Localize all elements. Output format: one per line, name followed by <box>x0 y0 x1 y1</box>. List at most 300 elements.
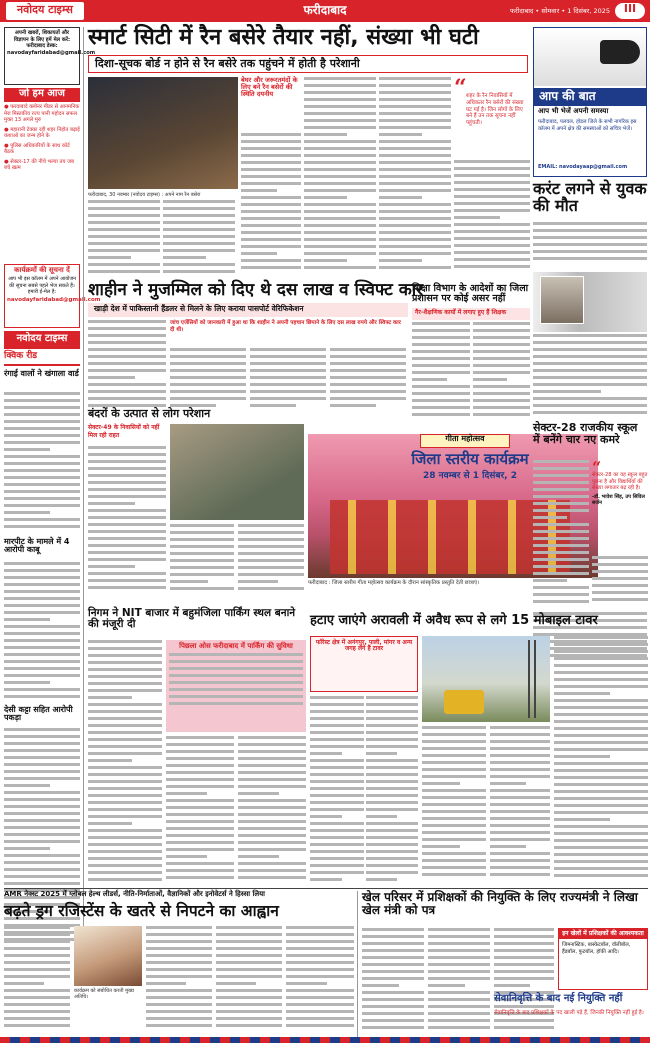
text-line <box>304 154 376 157</box>
text-line <box>362 984 399 987</box>
text-line <box>166 820 234 823</box>
text-line <box>88 710 162 713</box>
text-line <box>88 397 166 400</box>
text-line <box>170 531 234 534</box>
text-line <box>4 819 80 822</box>
text-line <box>88 864 162 867</box>
text-line <box>362 963 424 966</box>
text-line <box>454 167 530 170</box>
text-line <box>366 710 418 713</box>
lead-subhead-box <box>241 77 301 131</box>
text-line <box>4 840 80 843</box>
sports-body-2 <box>428 928 490 1036</box>
text-line <box>166 799 234 802</box>
text-line <box>241 245 301 248</box>
aap-ki-baat-email[interactable]: EMAIL: navodayaap@gmail.com <box>538 164 628 170</box>
text-line <box>422 824 486 827</box>
text-line <box>88 565 135 568</box>
text-line <box>422 782 460 785</box>
text-line <box>241 147 301 150</box>
nigam-inset-body <box>169 653 303 713</box>
text-line <box>166 876 234 879</box>
text-line <box>554 853 648 856</box>
text-line <box>163 249 235 252</box>
text-line <box>166 771 234 774</box>
list-item: ● फरवाबादे क्लोनर मीडर से आनमनिक मेरा मिस्तकीय रज्य पानी महोदन सफल मुक्त 13 अगले मुरु <box>4 104 80 123</box>
nigam-body-3 <box>238 736 306 886</box>
text-line <box>304 210 376 213</box>
text-line <box>412 385 470 388</box>
text-line <box>554 783 648 786</box>
text-line <box>88 794 162 797</box>
text-line <box>422 768 486 771</box>
text-line <box>238 799 306 802</box>
text-line <box>310 766 364 769</box>
text-line <box>490 754 550 757</box>
text-line <box>454 244 530 247</box>
text-line <box>4 597 80 600</box>
school-headline: सेक्टर-28 राजकीय स्कूल में बनेंगे चार नए कमरे <box>533 421 638 446</box>
text-line <box>379 126 451 129</box>
text-line <box>88 362 166 365</box>
school-quote-box <box>592 460 648 552</box>
text-line <box>286 933 354 936</box>
text-line <box>170 559 234 562</box>
text-line <box>88 551 166 554</box>
text-line <box>494 935 554 938</box>
text-line <box>366 703 418 706</box>
text-line <box>4 763 80 766</box>
text-line <box>554 825 648 828</box>
text-line <box>163 263 235 266</box>
text-line <box>4 933 70 936</box>
text-line <box>170 545 234 548</box>
text-line <box>533 488 589 491</box>
text-line <box>304 252 376 255</box>
text-line <box>88 572 166 575</box>
text-line <box>4 413 80 416</box>
text-line <box>238 834 306 837</box>
text-line <box>286 940 354 943</box>
text-line <box>366 808 418 811</box>
text-line <box>4 632 80 635</box>
quote-mark-icon: “ <box>592 458 602 477</box>
text-line <box>250 362 326 365</box>
text-line <box>412 357 470 360</box>
tower-icon <box>528 640 536 718</box>
text-line <box>146 968 212 971</box>
text-line <box>286 926 354 929</box>
text-line <box>554 671 648 674</box>
text-line <box>170 376 246 379</box>
text-line <box>304 189 376 192</box>
text-line <box>362 1026 424 1029</box>
text-line <box>88 221 160 224</box>
text-line <box>4 742 80 745</box>
text-line <box>4 611 80 614</box>
text-line <box>169 660 303 663</box>
nigam-body-1 <box>88 640 162 886</box>
text-line <box>166 855 207 858</box>
text-line <box>216 933 282 936</box>
text-line <box>4 504 80 507</box>
text-line <box>286 1024 354 1027</box>
text-line <box>88 724 162 727</box>
text-line <box>554 867 648 870</box>
text-line <box>412 378 447 381</box>
education-body-2 <box>473 322 530 424</box>
text-line <box>310 850 364 853</box>
text-line <box>454 160 530 163</box>
text-line <box>4 854 80 857</box>
text-line <box>170 566 234 569</box>
list-item: ● पुलिस अधिकारियों के साथ कोर्ट बैठक <box>4 142 70 155</box>
text-line <box>166 862 234 865</box>
text-line <box>238 778 306 781</box>
text-line <box>4 674 80 677</box>
text-line <box>238 876 306 879</box>
text-line <box>238 841 306 844</box>
text-line <box>310 836 364 839</box>
text-line <box>238 580 278 583</box>
text-line <box>533 341 647 344</box>
text-line <box>422 789 486 792</box>
text-line <box>454 258 530 261</box>
text-line <box>428 1005 490 1008</box>
monkeys-sub <box>88 424 166 439</box>
text-line <box>533 537 589 540</box>
text-line <box>4 525 80 528</box>
text-line <box>454 202 530 205</box>
text-line <box>379 168 451 171</box>
text-line <box>170 355 246 358</box>
text-line <box>366 724 418 727</box>
text-line <box>170 587 234 590</box>
aap-ki-baat-subtitle: आप भी भेजें अपनी समस्या <box>538 107 609 115</box>
gita-label-box <box>420 434 510 448</box>
text-line <box>554 748 648 751</box>
text-line <box>422 873 486 876</box>
text-line <box>554 769 648 772</box>
text-line <box>216 982 256 985</box>
shaheen-deck-box <box>88 303 408 317</box>
lead-body-1 <box>88 200 160 278</box>
nigam-inset-box <box>166 640 306 732</box>
text-line <box>379 203 451 206</box>
text-line <box>4 406 80 409</box>
text-line <box>304 217 376 220</box>
text-line <box>379 217 451 220</box>
text-line <box>422 754 486 757</box>
text-line <box>330 397 406 400</box>
text-line <box>166 778 234 781</box>
text-line <box>170 397 246 400</box>
text-line <box>490 817 550 820</box>
text-line <box>88 766 162 769</box>
text-line <box>366 836 418 839</box>
text-line <box>454 181 530 184</box>
text-line <box>146 926 212 929</box>
text-line <box>310 745 364 748</box>
text-line <box>88 453 166 456</box>
text-line <box>473 329 530 332</box>
text-line <box>454 174 530 177</box>
text-line <box>533 593 589 596</box>
text-line <box>166 841 234 844</box>
text-line <box>533 222 647 225</box>
text-line <box>533 460 589 463</box>
excavator-icon <box>444 690 484 714</box>
text-line <box>304 175 376 178</box>
text-line <box>88 808 162 811</box>
text-line <box>4 434 80 437</box>
shaheen-body-1 <box>88 320 166 412</box>
text-line <box>554 720 648 723</box>
text-line <box>412 336 470 339</box>
text-line <box>4 1017 70 1020</box>
text-line <box>88 661 162 664</box>
reader-call-title: कार्यक्रमों की सूचना दें <box>14 266 70 274</box>
text-line <box>166 806 234 809</box>
text-line <box>362 998 424 1001</box>
text-line <box>238 862 306 865</box>
text-line <box>4 562 80 565</box>
text-line <box>473 406 530 409</box>
text-line <box>4 989 70 992</box>
text-line <box>366 780 418 783</box>
monkeys-body-2 <box>170 524 234 596</box>
text-line <box>490 852 550 855</box>
text-line <box>166 834 234 837</box>
text-line <box>310 710 364 713</box>
text-line <box>473 378 507 381</box>
text-line <box>422 838 486 841</box>
text-line <box>88 850 162 853</box>
text-line <box>412 406 470 409</box>
text-line <box>4 982 44 985</box>
amr-body-3 <box>216 926 282 1036</box>
text-line <box>166 757 234 760</box>
text-line <box>304 259 347 262</box>
text-line <box>88 334 166 337</box>
school-quote: सेक्टर-28 का यह स्कूल बहुत पुराना है और विद्यार्थियों की संख्या लगातार बढ़ रही है। <box>592 472 648 491</box>
text-line <box>4 954 70 957</box>
text-line <box>88 815 162 818</box>
text-line <box>554 797 648 800</box>
text-line <box>490 831 550 834</box>
aravalli-body-2 <box>366 696 418 886</box>
text-line <box>250 397 326 400</box>
text-line <box>216 947 282 950</box>
text-line <box>366 738 418 741</box>
aravalli-body-3 <box>422 726 486 886</box>
text-line <box>366 794 418 797</box>
text-line <box>4 728 80 731</box>
text-line <box>454 188 530 191</box>
text-line <box>238 820 306 823</box>
text-line <box>4 569 80 572</box>
text-line <box>379 252 451 255</box>
text-line <box>238 764 306 767</box>
text-line <box>304 147 376 150</box>
text-line <box>454 216 500 219</box>
text-line <box>166 813 234 816</box>
text-line <box>88 256 131 259</box>
text-line <box>533 495 589 498</box>
text-line <box>88 495 166 498</box>
education-body-1 <box>412 322 470 424</box>
reader-email[interactable]: navodayfaridabad@gmail.com <box>7 297 101 304</box>
text-line <box>533 355 647 358</box>
text-line <box>250 376 326 379</box>
text-line <box>238 587 304 590</box>
text-line <box>286 975 354 978</box>
text-line <box>422 817 486 820</box>
text-line <box>4 576 80 579</box>
text-line <box>241 154 301 157</box>
text-line <box>238 792 279 795</box>
text-line <box>494 1005 554 1008</box>
text-line <box>366 829 418 832</box>
text-line <box>554 860 648 863</box>
text-line <box>4 868 80 871</box>
text-line <box>170 369 246 372</box>
amr-top-rule <box>4 888 648 889</box>
education-headline: शिक्षा विभाग के आदेशों का जिला प्रशासन पर कोई असर नहीं <box>412 283 529 304</box>
aravalli-box <box>310 636 418 692</box>
text-line <box>4 653 80 656</box>
text-line <box>533 404 647 407</box>
text-line <box>379 245 451 248</box>
text-line <box>4 996 70 999</box>
text-line <box>533 586 589 589</box>
text-line <box>88 738 162 741</box>
text-line <box>241 140 301 143</box>
text-line <box>286 1003 354 1006</box>
text-line <box>310 843 364 846</box>
monkeys-body-3 <box>238 524 304 596</box>
text-line <box>88 390 166 393</box>
text-line <box>533 348 647 351</box>
text-line <box>241 259 301 262</box>
text-line <box>454 251 530 254</box>
text-line <box>366 773 418 776</box>
text-line <box>88 696 132 699</box>
monkeys-photo <box>170 424 304 520</box>
text-line <box>166 764 234 767</box>
text-line <box>304 224 376 227</box>
text-line <box>330 348 406 351</box>
text-line <box>4 448 50 451</box>
text-line <box>163 200 235 203</box>
text-line <box>310 822 364 825</box>
text-line <box>592 584 648 587</box>
text-line <box>88 857 162 860</box>
text-line <box>533 362 647 365</box>
text-line <box>304 84 376 87</box>
text-line <box>238 559 304 562</box>
text-line <box>428 1012 490 1015</box>
text-line <box>163 270 235 273</box>
text-line <box>4 695 80 698</box>
text-line <box>310 696 364 699</box>
text-line <box>88 544 166 547</box>
text-line <box>366 696 418 699</box>
text-line <box>490 859 550 862</box>
text-line <box>473 343 530 346</box>
text-line <box>533 551 589 554</box>
text-line <box>250 348 326 351</box>
text-line <box>163 235 235 238</box>
text-line <box>4 646 80 649</box>
left-logo <box>4 331 80 349</box>
text-line <box>169 702 303 705</box>
text-line <box>362 935 424 938</box>
text-line <box>4 770 80 773</box>
text-line <box>241 175 301 178</box>
text-line <box>422 831 486 834</box>
text-line <box>592 556 648 559</box>
text-line <box>216 996 282 999</box>
text-line <box>422 845 460 848</box>
text-line <box>366 878 397 881</box>
text-line <box>166 736 234 739</box>
text-line <box>4 1010 70 1013</box>
text-line <box>4 961 70 964</box>
text-line <box>330 369 406 372</box>
text-line <box>250 355 326 358</box>
text-line <box>88 745 162 748</box>
text-line <box>494 970 554 973</box>
text-line <box>238 552 304 555</box>
text-line <box>310 773 364 776</box>
text-line <box>490 796 550 799</box>
text-line <box>304 238 376 241</box>
text-line <box>238 813 306 816</box>
text-line <box>554 790 648 793</box>
text-line <box>554 755 610 758</box>
gita-label: गीता महोत्सव <box>445 434 485 443</box>
text-line <box>379 161 451 164</box>
text-line <box>88 801 162 804</box>
text-line <box>88 376 135 379</box>
text-line <box>533 516 567 519</box>
text-line <box>310 780 364 783</box>
text-line <box>330 383 406 386</box>
text-line <box>412 392 470 395</box>
text-line <box>216 1024 282 1027</box>
aap-ki-baat-title: आप की बात <box>539 89 596 103</box>
text-line <box>88 717 162 720</box>
text-line <box>362 1019 424 1022</box>
nigam-headline: निगम ने NIT बाजार में बहुमंजिला पार्किंग स्थल बनाने की मंजूरी दी <box>88 607 296 631</box>
text-line <box>238 736 306 739</box>
text-line <box>4 639 80 642</box>
lead-body-4 <box>304 77 376 278</box>
text-line <box>310 878 342 881</box>
text-line <box>4 826 80 829</box>
text-line <box>428 1019 490 1022</box>
text-line <box>428 991 490 994</box>
text-line <box>88 640 162 643</box>
text-line <box>310 717 364 720</box>
text-line <box>428 942 490 945</box>
shaheen-body-3 <box>250 348 326 412</box>
text-line <box>533 530 589 533</box>
text-line <box>88 214 160 217</box>
text-line <box>330 362 406 365</box>
text-line <box>330 355 406 358</box>
